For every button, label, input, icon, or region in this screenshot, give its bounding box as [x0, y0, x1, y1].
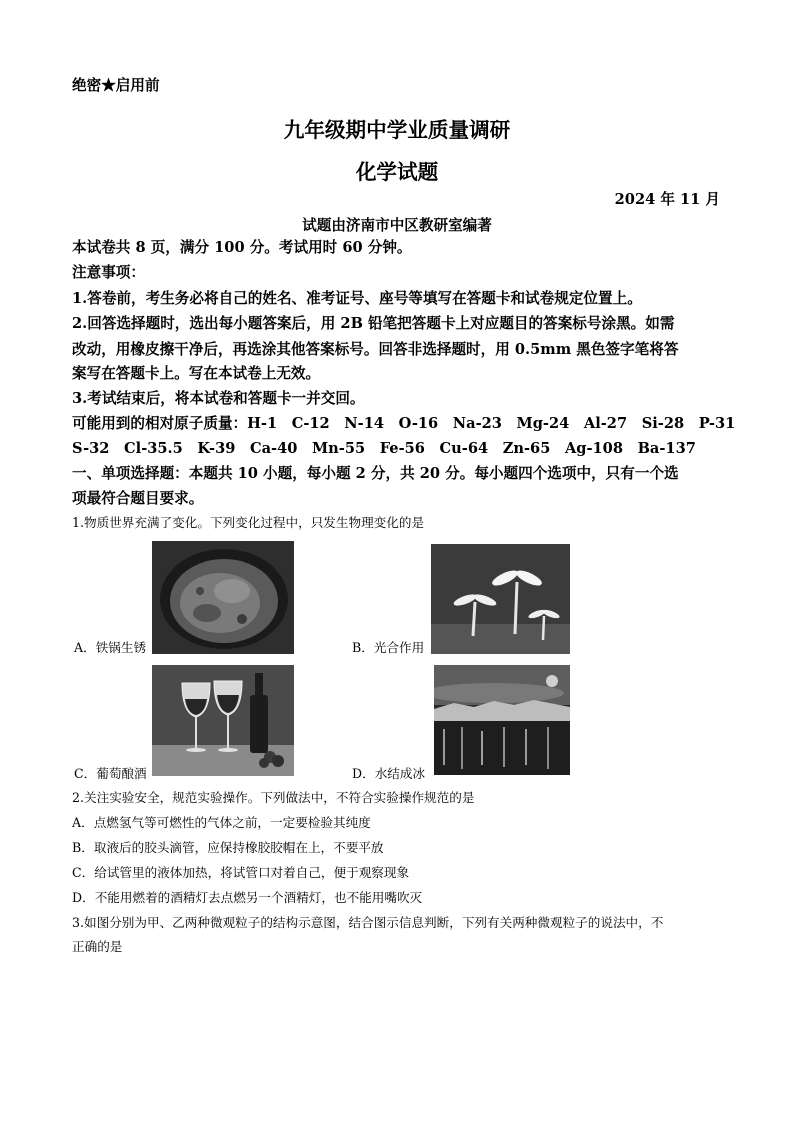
- q2-option-d: D．不能用燃着的酒精灯去点燃另一个酒精灯，也不能用嘴吹灭: [72, 890, 423, 905]
- compiled-by: 试题由济南市中区教研室编著: [302, 217, 492, 234]
- note-2-line-3: 案写在答题卡上。写在本试卷上无效。: [72, 365, 321, 382]
- q1-stem: 1.物质世界充满了变化。下列变化过程中，只发生物理变化的是: [72, 515, 425, 530]
- q2-option-b: B．取液后的胶头滴管，应保持橡胶胶帽在上，不要平放: [72, 840, 384, 855]
- pages-info: 本试卷共 8 页，满分 100 分。考试用时 60 分钟。: [72, 239, 412, 256]
- atomic-mass-line-2: S-32 Cl-35.5 K-39 Ca-40 Mn-55 Fe-56 Cu-64 Zn-65 Ag-108 Ba-137: [72, 440, 696, 457]
- q2-option-a: A．点燃氢气等可燃性的气体之前，一定要检验其纯度: [72, 815, 371, 830]
- page-subtitle: 化学试题: [355, 160, 439, 184]
- q1-option-d: D．水结成冰: [352, 766, 426, 781]
- page-title: 九年级期中学业质量调研: [283, 118, 511, 142]
- secret-label: 绝密★启用前: [72, 77, 160, 94]
- q2-option-c: C．给试管里的液体加热，将试管口对着自己，便于观察现象: [72, 865, 410, 880]
- rusty-wok-image: [152, 541, 294, 654]
- q3-stem-line-1: 3.如图分别为甲、乙两种微观粒子的结构示意图，结合图示信息判断，下列有关两种微观粒子的说法中，不: [72, 915, 664, 930]
- section-heading-line-2: 项最符合题目要求。: [72, 490, 204, 507]
- wine-glasses-image: [152, 665, 294, 776]
- atomic-mass-line-1: 可能用到的相对原子质量：H-1 C-12 N-14 O-16 Na-23 Mg-24 Al-27 Si-28 P-31: [72, 415, 736, 432]
- section-heading-line-1: 一、单项选择题：本题共 10 小题，每小题 2 分，共 20 分。每小题四个选项中，只有一个选: [72, 465, 679, 482]
- exam-date: 2024 年 11 月: [614, 191, 720, 208]
- q2-stem: 2.关注实验安全，规范实验操作。下列做法中，不符合实验操作规范的是: [72, 790, 475, 805]
- seedlings-image: [431, 544, 570, 654]
- frozen-water-image: [434, 665, 570, 775]
- note-2-line-1: 2.回答选择题时，选出每小题答案后，用 2B 铅笔把答题卡上对应题目的答案标号涂黑。如需: [72, 315, 675, 332]
- q1-option-b: B．光合作用: [352, 640, 425, 655]
- note-2-line-2: 改动，用橡皮擦干净后，再选涂其他答案标号。回答非选择题时，用 0.5mm 黑色签字笔将答: [72, 341, 679, 358]
- notes-title: 注意事项：: [72, 264, 145, 281]
- q1-option-a: A．铁锅生锈: [74, 640, 147, 655]
- note-3: 3.考试结束后，将本试卷和答题卡一并交回。: [72, 390, 365, 407]
- q1-option-c: C．葡萄酿酒: [74, 766, 147, 781]
- q3-stem-line-2: 正确的是: [72, 939, 123, 954]
- note-1: 1.答卷前，考生务必将自己的姓名、准考证号、座号等填写在答题卡和试卷规定位置上。: [72, 290, 642, 307]
